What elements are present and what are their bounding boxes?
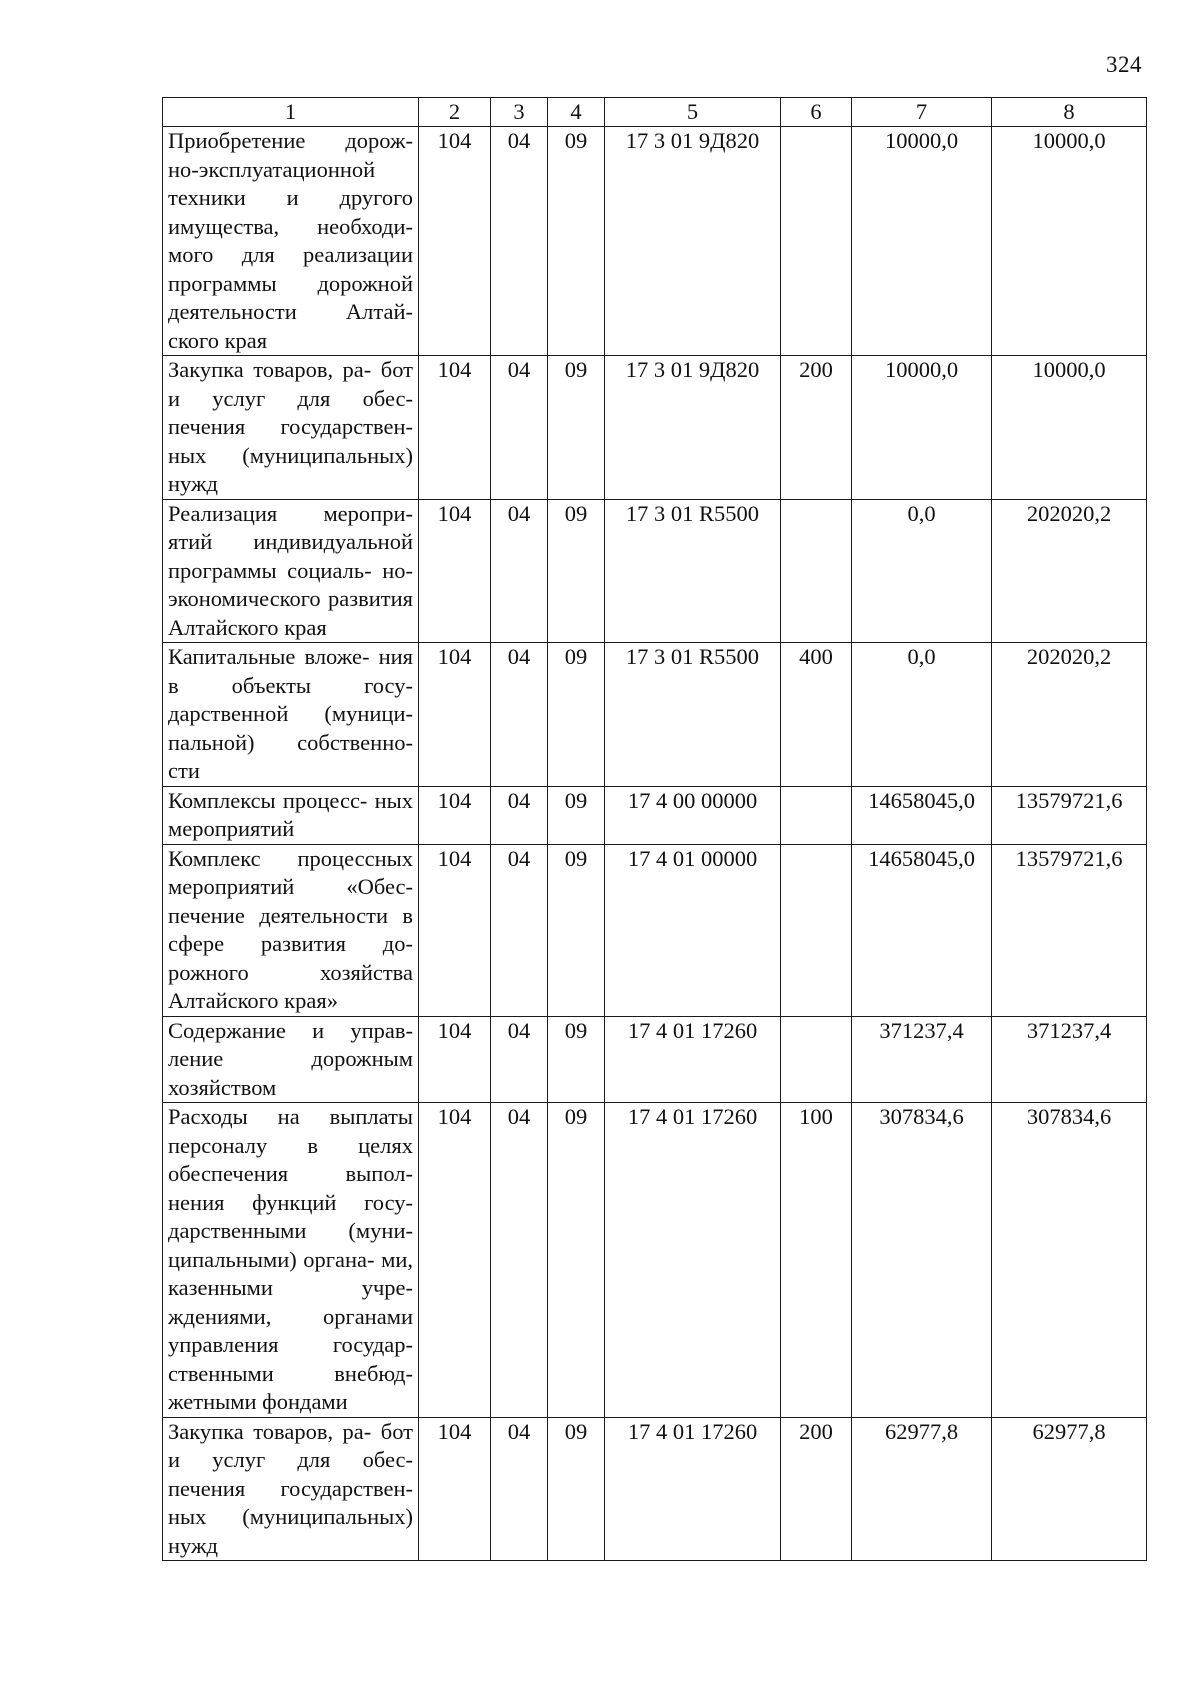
table-row (163, 643, 1147, 787)
cell-code-4: 09 (548, 1103, 605, 1418)
header-row (163, 98, 1147, 127)
table-row (163, 1103, 1147, 1418)
cell-code-3: 04 (491, 844, 548, 1016)
cell-code-3: 04 (491, 643, 548, 787)
cell-amount-7: 14658045,0 (852, 844, 992, 1016)
cell-code-4: 09 (548, 844, 605, 1016)
header-cell: 8 (992, 98, 1147, 127)
cell-amount-8: 202020,2 (992, 499, 1147, 643)
item-name-line: нения функций госу- (168, 1189, 413, 1215)
item-name-line: управления государ- (168, 1332, 413, 1357)
cell-target-code: 17 3 01 R5500 (605, 643, 781, 787)
table-row (163, 499, 1147, 643)
item-name-line: ми, казенными учре- (168, 1246, 413, 1300)
cell-item-name (163, 1103, 419, 1418)
cell-code-4: 09 (548, 127, 605, 356)
cell-target-code: 17 3 01 9Д820 (605, 356, 781, 500)
cell-code-3: 04 (491, 127, 548, 356)
cell-code-4: 09 (548, 1417, 605, 1561)
item-name-line: обеспечения выпол- (168, 1161, 413, 1186)
cell-item-name (163, 127, 419, 356)
cell-item-name (163, 1016, 419, 1103)
cell-code-4: 09 (548, 1016, 605, 1103)
item-name-line: персоналу в целях (168, 1132, 413, 1158)
cell-expense-type (781, 1016, 852, 1103)
item-name-line: развития Алтайского (168, 586, 413, 640)
cell-code-2: 104 (419, 643, 491, 787)
cell-expense-type (781, 844, 852, 1016)
header-cell: 3 (491, 98, 548, 127)
cell-item-name (163, 844, 419, 1016)
cell-amount-8: 371237,4 (992, 1016, 1147, 1103)
item-name-line: ление дорожным (168, 1046, 413, 1071)
cell-expense-type: 200 (781, 1417, 852, 1561)
item-name-line: нужд (168, 1532, 218, 1558)
item-name-line: пальной) собственно- (168, 729, 413, 755)
cell-amount-7: 307834,6 (852, 1103, 992, 1418)
table-row (163, 844, 1147, 1016)
header-cell: 2 (419, 98, 491, 127)
item-name-line: в сфере развития до- (168, 902, 413, 956)
cell-amount-8: 10000,0 (992, 356, 1147, 500)
item-name-line: программы социаль- (168, 557, 372, 583)
header-cell: 7 (852, 98, 992, 127)
item-name-line: техники и другого (168, 185, 413, 210)
cell-code-3: 04 (491, 1103, 548, 1418)
cell-amount-8: 202020,2 (992, 643, 1147, 787)
cell-code-2: 104 (419, 356, 491, 500)
item-name-line: Реализация меропри- (168, 500, 413, 526)
cell-expense-type (781, 786, 852, 844)
item-name-line: ского края (168, 327, 268, 353)
item-name-line: ния в объекты госу- (168, 644, 413, 698)
item-name-line: Комплексы процесс- (168, 787, 368, 813)
cell-expense-type (781, 127, 852, 356)
item-name-line: печение деятельности (168, 902, 389, 928)
item-name-line: ципальными) органа- (168, 1246, 375, 1272)
item-name-line: ных (муниципальных) (168, 442, 413, 468)
cell-amount-7: 0,0 (852, 499, 992, 643)
item-name-line: ждениями, органами (168, 1303, 413, 1329)
cell-code-2: 104 (419, 844, 491, 1016)
cell-item-name (163, 356, 419, 500)
header-cell: 1 (163, 98, 419, 127)
cell-code-2: 104 (419, 786, 491, 844)
cell-code-3: 04 (491, 499, 548, 643)
item-name-line: печения государствен- (168, 1475, 413, 1501)
item-name-line: ятий индивидуальной (168, 529, 413, 554)
cell-target-code: 17 4 00 00000 (605, 786, 781, 844)
item-name-line: программы дорожной (168, 270, 413, 296)
item-name-line: Содержание и управ- (168, 1017, 413, 1043)
item-name-line: мероприятий «Обес- (168, 874, 413, 899)
cell-target-code: 17 3 01 9Д820 (605, 127, 781, 356)
cell-amount-8: 307834,6 (992, 1103, 1147, 1418)
cell-item-name (163, 1417, 419, 1561)
cell-code-2: 104 (419, 1417, 491, 1561)
cell-code-3: 04 (491, 786, 548, 844)
item-name-line: мого для реализации (168, 242, 413, 267)
cell-code-3: 04 (491, 1016, 548, 1103)
cell-amount-8: 13579721,6 (992, 844, 1147, 1016)
item-name-line: имущества, необходи- (168, 213, 413, 239)
item-name-line: Приобретение дорож- (168, 128, 413, 153)
item-name-line: ственными внебюд- (168, 1360, 413, 1386)
table-row (163, 1016, 1147, 1103)
budget-table (162, 97, 1147, 1561)
item-name-line: Закупка товаров, ра- (168, 1418, 372, 1444)
cell-code-4: 09 (548, 786, 605, 844)
item-name-line: Алтайского края» (168, 988, 338, 1013)
cell-code-2: 104 (419, 1103, 491, 1418)
cell-code-3: 04 (491, 1417, 548, 1561)
item-name-line: но-эксплуатационной (168, 156, 376, 182)
cell-code-2: 104 (419, 499, 491, 643)
item-name-line: сти (168, 758, 200, 783)
item-name-line: бот и услуг для обес- (168, 357, 413, 411)
cell-amount-7: 10000,0 (852, 127, 992, 356)
item-name-line: Комплекс процессных (168, 845, 413, 871)
item-name-line: дарственной (муници- (168, 701, 413, 726)
page-number: 324 (1106, 52, 1142, 77)
cell-item-name (163, 499, 419, 643)
cell-target-code: 17 4 01 17260 (605, 1016, 781, 1103)
item-name-line: нужд (168, 471, 218, 496)
cell-code-4: 09 (548, 499, 605, 643)
cell-target-code: 17 4 01 17260 (605, 1417, 781, 1561)
cell-amount-7: 10000,0 (852, 356, 992, 500)
cell-target-code: 17 4 01 00000 (605, 844, 781, 1016)
item-name-line: края (284, 614, 327, 640)
header-cell: 5 (605, 98, 781, 127)
cell-target-code: 17 3 01 R5500 (605, 499, 781, 643)
cell-code-2: 104 (419, 1016, 491, 1103)
cell-item-name (163, 643, 419, 787)
item-name-line: ных (муниципальных) (168, 1504, 413, 1529)
item-name-line: но-экономического (168, 557, 413, 611)
cell-expense-type: 100 (781, 1103, 852, 1418)
table-row (163, 786, 1147, 844)
item-name-line: Закупка товаров, ра- (168, 357, 372, 382)
cell-code-4: 09 (548, 643, 605, 787)
cell-expense-type: 200 (781, 356, 852, 500)
cell-expense-type: 400 (781, 643, 852, 787)
item-name-line: рожного хозяйства (168, 959, 413, 985)
cell-item-name (163, 786, 419, 844)
cell-amount-8: 10000,0 (992, 127, 1147, 356)
cell-amount-8: 62977,8 (992, 1417, 1147, 1561)
cell-amount-7: 371237,4 (852, 1016, 992, 1103)
item-name-line: деятельности Алтай- (168, 299, 413, 324)
item-name-line: Расходы на выплаты (168, 1104, 413, 1129)
cell-amount-7: 14658045,0 (852, 786, 992, 844)
item-name-line: хозяйством (168, 1074, 277, 1100)
item-name-line: ных мероприятий (168, 787, 413, 841)
table-row (163, 356, 1147, 500)
item-name-line: бот и услуг для обес- (168, 1418, 413, 1472)
cell-code-3: 04 (491, 356, 548, 500)
item-name-line: печения государствен- (168, 414, 413, 439)
table-row (163, 127, 1147, 356)
cell-amount-8: 13579721,6 (992, 786, 1147, 844)
cell-code-2: 104 (419, 127, 491, 356)
cell-amount-7: 0,0 (852, 643, 992, 787)
table-body (163, 127, 1147, 1561)
header-cell: 6 (781, 98, 852, 127)
cell-expense-type (781, 499, 852, 643)
cell-target-code: 17 4 01 17260 (605, 1103, 781, 1418)
cell-amount-7: 62977,8 (852, 1417, 992, 1561)
item-name-line: дарственными (муни- (168, 1218, 413, 1243)
header-cell: 4 (548, 98, 605, 127)
item-name-line: Капитальные вложе- (168, 644, 370, 669)
item-name-line: жетными фондами (168, 1389, 348, 1414)
table-row (163, 1417, 1147, 1561)
cell-code-4: 09 (548, 356, 605, 500)
